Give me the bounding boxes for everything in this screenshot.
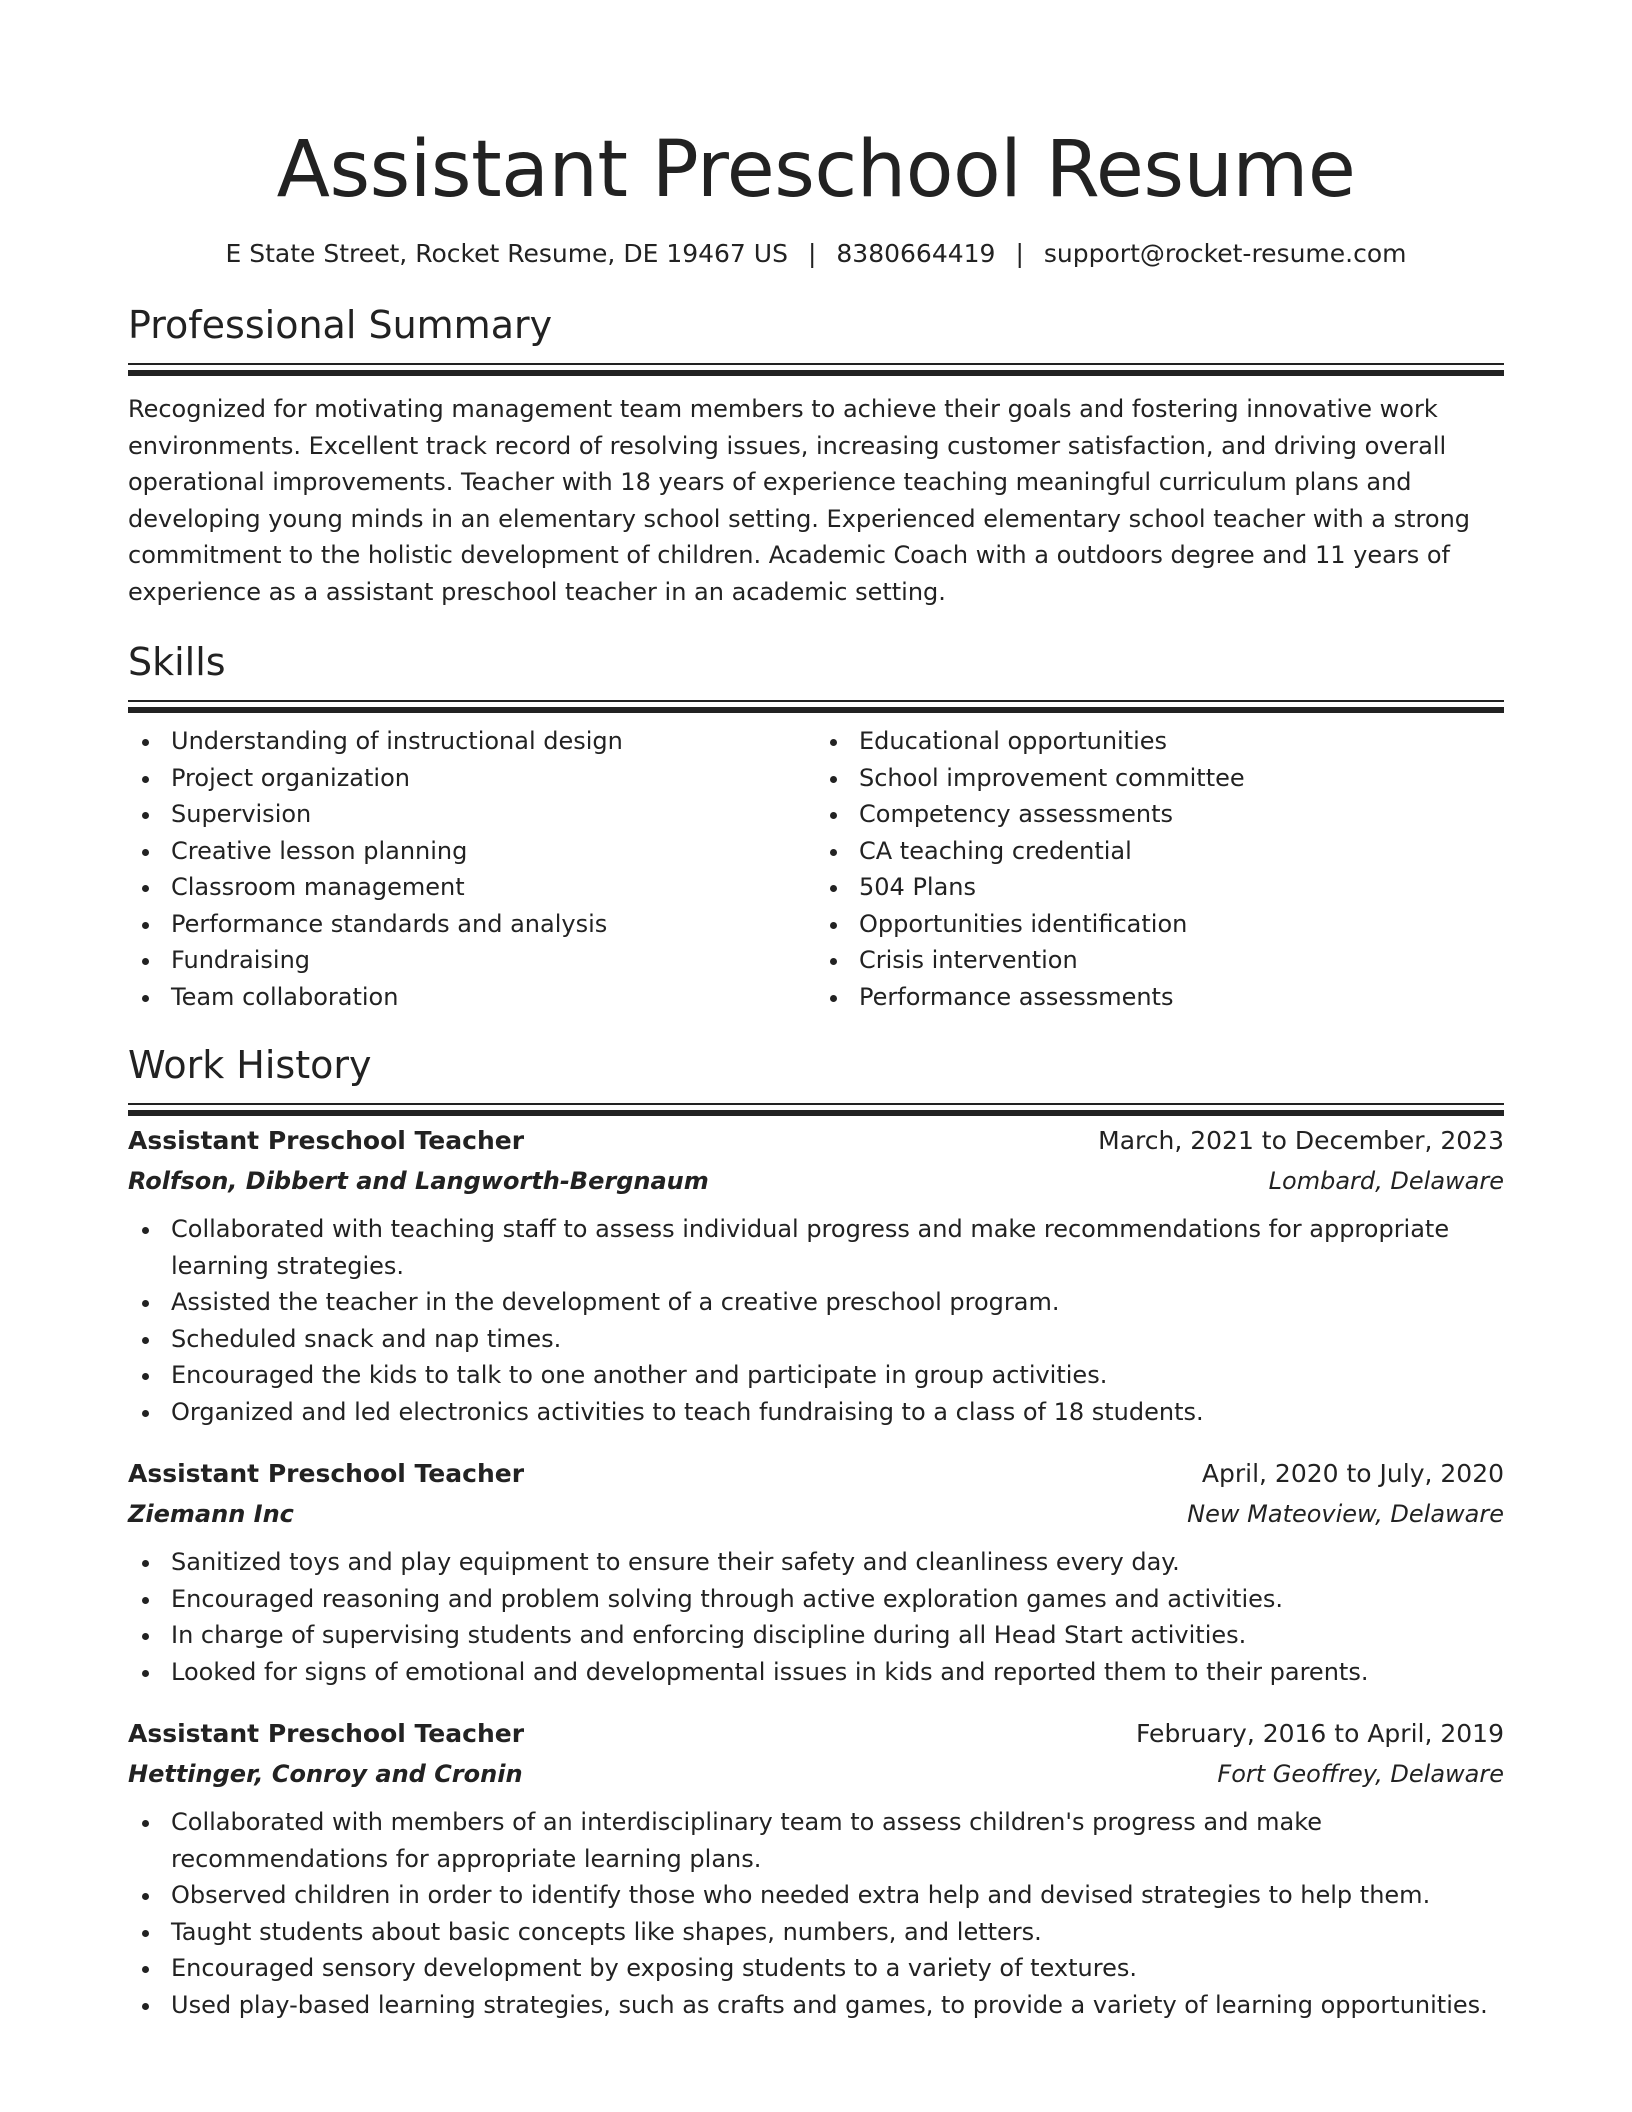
resume-title: Assistant Preschool Resume: [276, 125, 1356, 215]
contact-email: support@rocket-resume.com: [1043, 239, 1407, 268]
job-dates: February, 2016 to April, 2019: [1136, 1719, 1504, 1748]
skill-item: Performance assessments: [816, 979, 1504, 1016]
work-history-section: [128, 1041, 1504, 2023]
job-duty: In charge of supervising students and enforcing discipline during all Head Start activities.: [128, 1617, 1504, 1654]
job-entry: [128, 1714, 1504, 2023]
skills-column-left: [128, 723, 816, 1015]
job-title: Assistant Preschool Teacher: [128, 1126, 525, 1155]
job-header: [128, 1714, 1504, 1754]
job-company: Rolfson, Dibbert and Langworth-Bergnaum: [128, 1167, 709, 1195]
skill-item: Competency assessments: [816, 796, 1504, 833]
job-duties: [128, 1804, 1504, 2023]
contact-address: E State Street, Rocket Resume, DE 19467 US: [225, 239, 788, 268]
job-dates: March, 2021 to December, 2023: [1098, 1126, 1504, 1155]
job-duty: Looked for signs of emotional and developmental issues in kids and reported them to their parents.: [128, 1654, 1504, 1691]
skill-item: Supervision: [128, 796, 816, 833]
job-header: [128, 1454, 1504, 1494]
job-duty: Collaborated with members of an interdisciplinary team to assess children's progress and make recommendations for appropriate learning plans.: [128, 1804, 1504, 1877]
job-subheader: [128, 1161, 1504, 1201]
skill-item: School improvement committee: [816, 760, 1504, 797]
contact-separator: |: [807, 239, 817, 268]
job-title: Assistant Preschool Teacher: [128, 1459, 525, 1488]
job-subheader: [128, 1754, 1504, 1794]
skill-item: 504 Plans: [816, 869, 1504, 906]
job-duty: Encouraged sensory development by exposing students to a variety of textures.: [128, 1950, 1504, 1987]
job-entry: [128, 1454, 1504, 1690]
skills-section: [128, 638, 1504, 1015]
summary-section: [128, 301, 1504, 610]
skills-list-right: [816, 723, 1504, 1015]
job-duty: Assisted the teacher in the development of a creative preschool program.: [128, 1284, 1504, 1321]
job-duty: Organized and led electronics activities to teach fundraising to a class of 18 students.: [128, 1394, 1504, 1431]
job-duty: Encouraged reasoning and problem solving through active exploration games and activities.: [128, 1581, 1504, 1618]
job-company: Ziemann Inc: [128, 1500, 294, 1528]
job-duties: [128, 1211, 1504, 1430]
skill-item: Opportunities identification: [816, 906, 1504, 943]
skills-list-left: [128, 723, 816, 1015]
skill-item: Fundraising: [128, 942, 816, 979]
skills-columns: [128, 723, 1504, 1015]
skill-item: Project organization: [128, 760, 816, 797]
contact-phone: 8380664419: [836, 239, 996, 268]
job-duty: Used play-based learning strategies, such as crafts and games, to provide a variety of learning opportunities.: [128, 1987, 1504, 2024]
skill-item: Team collaboration: [128, 979, 816, 1016]
skill-item: Understanding of instructional design: [128, 723, 816, 760]
skill-item: Creative lesson planning: [128, 833, 816, 870]
summary-text: Recognized for motivating management team members to achieve their goals and fostering innovative work environments. Excellent track record of resolving issues, increasing customer satisfaction, and driving overall operational improvements. Teacher with 18 years of experience teaching meaningful curriculum plans and developing young minds in an elementary school setting. Experienced elementary school teacher with a strong commitment to the holistic development of children. Academic Coach with a outdoors degree and 11 years of experience as a assistant preschool teacher in an academic setting.: [128, 395, 1471, 606]
contact-line: [128, 238, 1504, 270]
job-duty: Encouraged the kids to talk to one another and participate in group activities.: [128, 1357, 1504, 1394]
job-company: Hettinger, Conroy and Cronin: [128, 1760, 523, 1788]
section-divider: [128, 700, 1504, 702]
job-location: Lombard, Delaware: [1268, 1167, 1504, 1195]
job-duties: [128, 1544, 1504, 1690]
job-subheader: [128, 1494, 1504, 1534]
job-dates: April, 2020 to July, 2020: [1201, 1459, 1504, 1488]
work-history-heading: Work History: [128, 1043, 372, 1087]
skill-item: Crisis intervention: [816, 942, 1504, 979]
skills-heading: Skills: [128, 640, 226, 684]
job-duty: Collaborated with teaching staff to assess individual progress and make recommendations for appropriate learning strategies.: [128, 1211, 1504, 1284]
job-location: Fort Geoffrey, Delaware: [1217, 1760, 1504, 1788]
job-duty: Sanitized toys and play equipment to ensure their safety and cleanliness every day.: [128, 1544, 1504, 1581]
job-duty: Taught students about basic concepts like shapes, numbers, and letters.: [128, 1914, 1504, 1951]
job-entry: [128, 1121, 1504, 1430]
skills-column-right: [816, 723, 1504, 1015]
skill-item: Performance standards and analysis: [128, 906, 816, 943]
job-duty: Observed children in order to identify those who needed extra help and devised strategies to help them.: [128, 1877, 1504, 1914]
job-title: Assistant Preschool Teacher: [128, 1719, 525, 1748]
job-location: New Mateoview, Delaware: [1187, 1500, 1504, 1528]
skill-item: Educational opportunities: [816, 723, 1504, 760]
summary-heading: Professional Summary: [128, 303, 553, 347]
skill-item: CA teaching credential: [816, 833, 1504, 870]
section-divider: [128, 363, 1504, 365]
skill-item: Classroom management: [128, 869, 816, 906]
job-duty: Scheduled snack and nap times.: [128, 1321, 1504, 1358]
contact-separator: |: [1015, 239, 1024, 268]
section-divider: [128, 1103, 1504, 1105]
job-header: [128, 1121, 1504, 1161]
